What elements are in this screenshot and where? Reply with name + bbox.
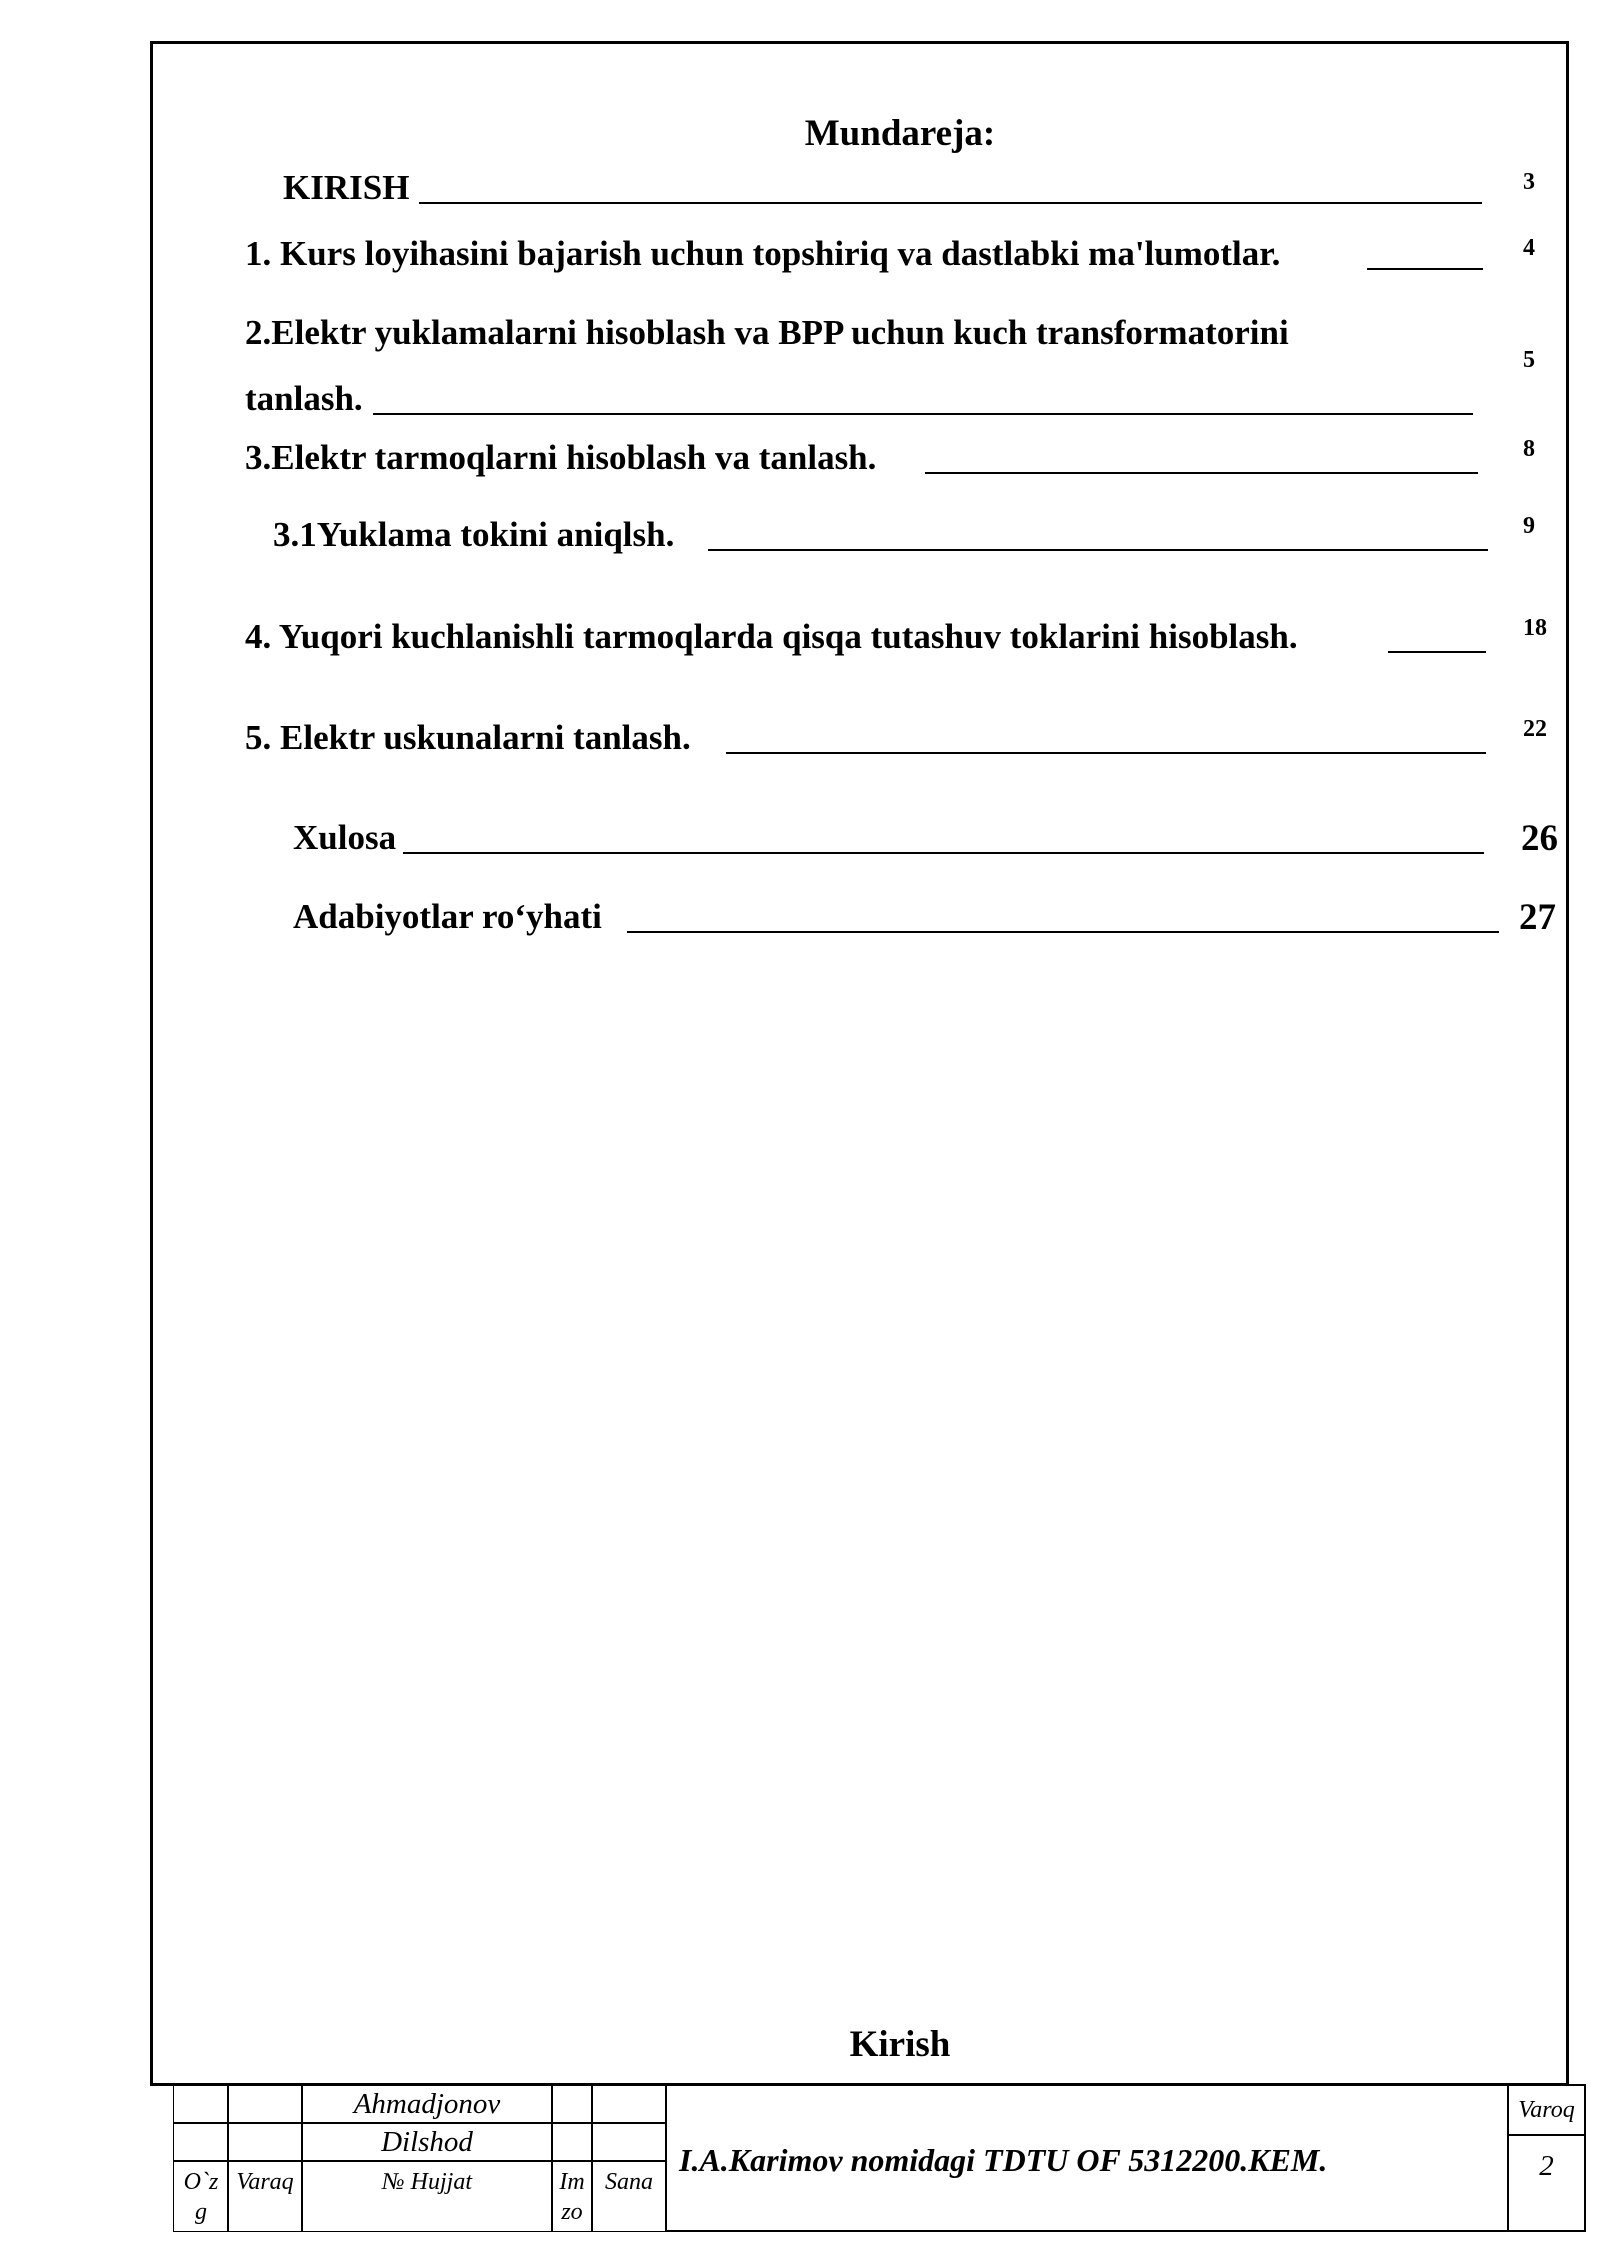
toc-entry-label: tanlash.: [245, 379, 363, 418]
toc-leader: [373, 413, 1473, 415]
toc-entry-kirish[interactable]: [283, 170, 409, 205]
stamp-cell: [227, 2122, 303, 2162]
toc-page-number: 22: [1523, 716, 1547, 742]
toc-entry-2-continued[interactable]: [245, 381, 363, 416]
stamp-imzo-line2: zo: [561, 2199, 583, 2225]
stamp-cell: [551, 2084, 593, 2124]
stamp-author-name: [301, 2122, 553, 2162]
title-block: [173, 2084, 1596, 2232]
toc-entry-label: Adabiyotlar ro‘yhati: [293, 897, 602, 936]
toc-page-number: 9: [1523, 513, 1535, 539]
stamp-col-imzo: [551, 2160, 593, 2232]
toc-entry-label: 5. Elektr uskunalarni tanlash.: [245, 718, 691, 757]
stamp-imzo-line1: Im: [559, 2169, 585, 2195]
section-heading-text: Kirish: [849, 2024, 951, 2065]
toc-leader: [726, 752, 1486, 754]
toc-entry-label: KIRISH: [283, 168, 410, 207]
toc-entry-2[interactable]: [245, 315, 1289, 350]
stamp-varaq-label: Varaq: [236, 2169, 294, 2195]
toc-leader: [925, 472, 1478, 474]
toc-page-number: 8: [1523, 436, 1535, 462]
toc-leader: [627, 931, 1499, 933]
stamp-cell: [551, 2122, 593, 2162]
toc-page-number: 5: [1523, 347, 1535, 373]
toc-page-number: 27: [1519, 897, 1556, 938]
toc-entry-3-1[interactable]: [273, 517, 674, 552]
stamp-cell: [173, 2122, 229, 2162]
toc-entry-label: 1. Kurs loyihasini bajarish uchun topshiriq va dastlabki ma'lumotlar.: [245, 234, 1281, 273]
stamp-cell: [591, 2122, 667, 2162]
toc-leader: [403, 852, 1484, 854]
stamp-document-title: [665, 2084, 1509, 2232]
toc-entry-label: 4. Yuqori kuchlanishli tarmoqlarda qisqa tutashuv toklarini hisoblash.: [245, 617, 1298, 656]
stamp-ozg-line2: g: [195, 2199, 207, 2225]
toc-leader: [419, 202, 1482, 204]
stamp-author-surname-text: Ahmadjonov: [353, 2088, 501, 2120]
toc-entry-label: 2.Elektr yuklamalarni hisoblash va BPP uchun kuch transformatorini: [245, 313, 1289, 352]
stamp-col-ozg: [173, 2160, 229, 2232]
stamp-author-surname: [301, 2084, 553, 2124]
toc-entry-label: Xulosa: [293, 818, 397, 857]
stamp-sheet-label: [1507, 2084, 1586, 2136]
toc-page-number: 18: [1523, 615, 1547, 641]
stamp-sheet-number-text: 2: [1539, 2150, 1554, 2182]
toc-entry-label: 3.Elektr tarmoqlarni hisoblash va tanlash.: [245, 438, 877, 477]
toc-entry-xulosa[interactable]: [293, 820, 396, 855]
toc-leader: [1367, 268, 1483, 270]
toc-entry-adabiyotlar[interactable]: [293, 899, 602, 934]
toc-entry-5[interactable]: [245, 720, 691, 755]
stamp-sheet-label-text: Varoq: [1518, 2097, 1575, 2123]
stamp-col-varaq: [227, 2160, 303, 2232]
toc-entry-1[interactable]: [245, 236, 1280, 271]
stamp-cell: [227, 2084, 303, 2124]
toc-page-number: 26: [1521, 818, 1558, 859]
stamp-ozg-line1: O`z: [183, 2169, 219, 2195]
toc-page-number: 3: [1523, 169, 1535, 195]
section-heading-kirish: [0, 2026, 1600, 2063]
stamp-sheet-number: [1507, 2134, 1586, 2232]
toc-title-text: Mundareja:: [804, 113, 996, 154]
toc-leader: [708, 549, 1488, 551]
stamp-col-sana: [591, 2160, 667, 2232]
stamp-hujjat-label: № Hujjat: [382, 2169, 472, 2195]
toc-entry-4[interactable]: [245, 619, 1298, 654]
toc-entry-label: 3.1Yuklama tokini aniqlsh.: [273, 515, 675, 554]
toc-page-number: 4: [1523, 235, 1535, 261]
toc-title: [0, 112, 1600, 155]
stamp-col-hujjat: [301, 2160, 553, 2232]
stamp-author-name-text: Dilshod: [381, 2126, 473, 2158]
stamp-document-title-text: I.A.Karimov nomidagi TDTU OF 5312200.KEM.: [679, 2142, 1328, 2178]
toc-leader: [1388, 651, 1486, 653]
stamp-sana-label: Sana: [605, 2169, 653, 2195]
toc-entry-3[interactable]: [245, 440, 876, 475]
stamp-cell: [591, 2084, 667, 2124]
stamp-cell: [173, 2084, 229, 2124]
